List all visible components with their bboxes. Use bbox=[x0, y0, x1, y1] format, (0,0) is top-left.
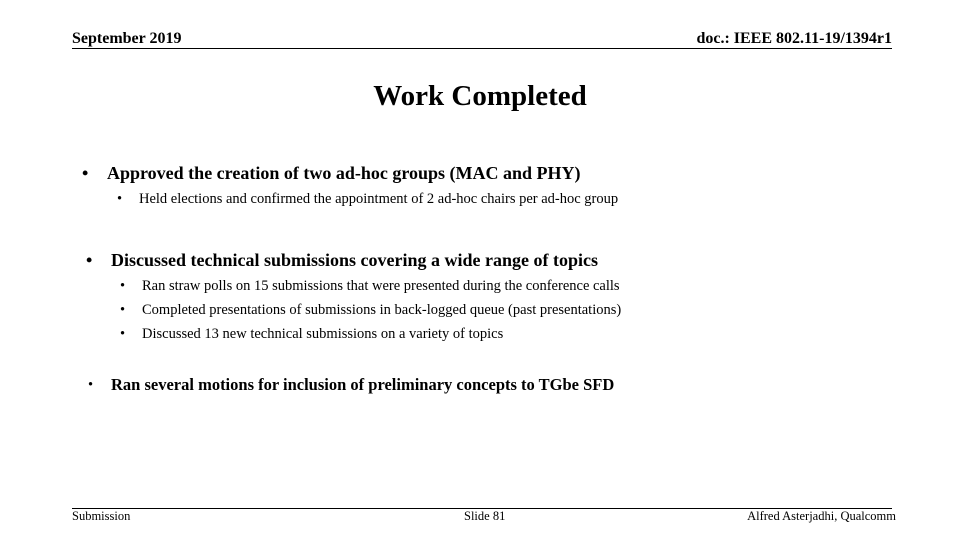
bullet-3-text: Ran several motions for inclusion of preliminary concepts to TGbe SFD bbox=[111, 375, 615, 394]
bullet-1-text: Approved the creation of two ad-hoc groups (MAC and PHY) bbox=[107, 163, 581, 183]
bullet-1-sub-1: Held elections and confirmed the appointment of 2 ad-hoc chairs per ad-hoc group bbox=[139, 191, 619, 207]
bullet-2-text: Discussed technical submissions covering a wide range of topics bbox=[111, 250, 599, 270]
header-date: September 2019 bbox=[72, 30, 182, 47]
bullet-dot: • bbox=[82, 163, 89, 183]
sub-bullet-dot: • bbox=[120, 302, 126, 318]
footer-slide-number: Slide 81 bbox=[464, 509, 506, 523]
header-doc-id: doc.: IEEE 802.11-19/1394r1 bbox=[696, 30, 892, 47]
bullet-2-sub-1: Ran straw polls on 15 submissions that were presented during the conference calls bbox=[142, 278, 620, 294]
bullet-dot: • bbox=[86, 250, 93, 270]
bullet-2-sub-2: Completed presentations of submissions in back-logged queue (past presentations) bbox=[142, 302, 622, 318]
header-rule bbox=[72, 48, 892, 49]
footer-author: Alfred Asterjadhi, Qualcomm bbox=[747, 509, 896, 523]
bullet-2-sub-3: Discussed 13 new technical submissions on a variety of topics bbox=[142, 326, 504, 342]
footer-left: Submission bbox=[72, 509, 131, 523]
sub-bullet-dot: • bbox=[120, 326, 126, 342]
bullet-dot: • bbox=[88, 377, 94, 393]
slide-title: Work Completed bbox=[373, 80, 587, 112]
sub-bullet-dot: • bbox=[120, 278, 126, 294]
sub-bullet-dot: • bbox=[117, 191, 123, 207]
